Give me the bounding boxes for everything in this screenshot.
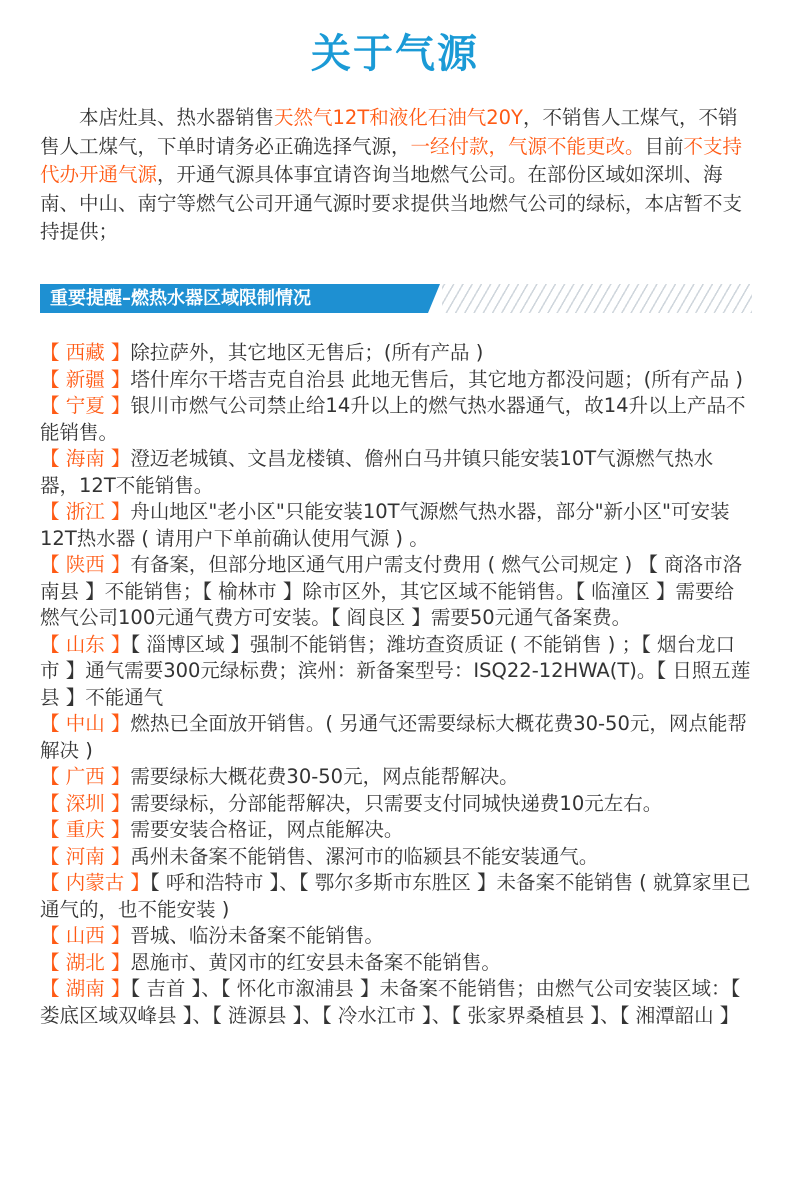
- region-tag: 【 广西 】: [40, 765, 131, 788]
- region-tag: 【 新疆 】: [40, 367, 131, 391]
- intro-highlight-gas-types: 天然气12T和液化石油气20Y: [274, 106, 523, 129]
- intro-highlight-no-agency: 不支持代办开通气源: [40, 134, 743, 186]
- region-tag: 【 海南 】: [40, 447, 131, 470]
- list-item: [40, 340, 752, 367]
- region-text: 需要安装合格证，网点能解决。: [130, 818, 404, 841]
- region-tag: 【 河南 】: [40, 844, 131, 868]
- list-item: [40, 870, 752, 923]
- region-text: 恩施市、黄冈市的红安县未备案不能销售。: [130, 950, 501, 974]
- list-item: [40, 923, 752, 950]
- region-text: 舟山地区"老小区"只能安装10T气源燃气热水器，部分"新小区"可安装12T热水器 ( 请用户下单前确认使用气源 ) 。: [40, 500, 730, 550]
- region-tag: 【 湖北 】: [40, 950, 131, 974]
- region-tag: 【 深圳 】: [40, 791, 131, 815]
- region-text: 【 淄博区域 】强制不能销售；潍坊查资质证 ( 不能销售 ) ；【 烟台龙口市 】通气需要300元绿标费；滨州：新备案型号：ISQ22-12HWA(T)。【 日照五莲县 】不能通气: [40, 632, 751, 709]
- region-tag: 【 重庆 】: [40, 818, 131, 841]
- region-text: 【 呼和浩特市 】、【 鄂尔多斯市东胜区 】未备案不能销售 ( 就算家里已通气的，也不能安装 ): [40, 871, 751, 921]
- region-text: 【 吉首 】、【 怀化市溆浦县 】未备案不能销售；由燃气公司安装区域：【 娄底区域双峰县 】、【 涟源县 】、【 冷水江市 】、【 张家界桑植县 】、【 湘潭韶山 】: [40, 977, 741, 1027]
- section-banner: [40, 284, 752, 313]
- list-item: [40, 711, 752, 764]
- region-text: 有备案，但部分地区通气用户需支付费用 ( 燃气公司规定 ) 【 商洛市洛南县 】不能销售；【 榆林市 】除市区外，其它区域不能销售。【 临潼区 】需要给燃气公司100元通气费方可安装。【 阎良区 】需要50元通气备案费。: [40, 553, 743, 629]
- list-item: [40, 552, 752, 632]
- banner-label: 重要提醒–燃热水器区域限制情况: [50, 288, 311, 309]
- region-restriction-list: [40, 340, 752, 1029]
- region-text: 晋城、临汾未备案不能销售。: [130, 924, 384, 947]
- list-item: [40, 499, 752, 552]
- region-text: 除拉萨外，其它地区无售后；(所有产品 ): [130, 341, 484, 364]
- region-text: 银川市燃气公司禁止给14升以上的燃气热水器通气，故14升以上产品不能销售。: [40, 394, 746, 444]
- list-item: [40, 393, 752, 446]
- intro-text-4: ，开通气源具体事宜请咨询当地燃气公司。在部份区域如深圳、海南、中山、南宁等燃气公司开通气源时要求提供当地燃气公司的绿标，本店暂不支持提供；: [40, 163, 743, 243]
- list-item: [40, 844, 752, 871]
- region-text: 需要绿标，分部能帮解决，只需要支付同城快递费10元左右。: [130, 791, 663, 815]
- region-text: 塔什库尔干塔吉克自治县 此地无售后，其它地方都没问题；(所有产品 ): [130, 367, 744, 391]
- intro-text-3: 目前: [644, 134, 684, 158]
- region-tag: 【 浙江 】: [40, 500, 131, 523]
- list-item: [40, 446, 752, 499]
- region-text: 燃热已全面放开销售。( 另通气还需要绿标大概花费30-50元，网点能帮解决 ): [40, 712, 747, 762]
- region-tag: 【 宁夏 】: [40, 394, 131, 417]
- list-item: [40, 367, 752, 394]
- region-text: 澄迈老城镇、文昌龙楼镇、儋州白马井镇只能安装10T气源燃气热水器，12T不能销售。: [40, 447, 714, 497]
- banner-stripes-decoration: [442, 284, 752, 313]
- intro-paragraph: [40, 104, 752, 247]
- region-text: 需要绿标大概花费30-50元，网点能帮解决。: [130, 765, 519, 788]
- region-tag: 【 湖南 】: [40, 977, 131, 1000]
- list-item: [40, 950, 752, 977]
- list-item: [40, 764, 752, 791]
- region-tag: 【 陕西 】: [40, 553, 131, 576]
- intro-text-1: 本店灶具、热水器销售: [79, 106, 275, 129]
- region-tag: 【 内蒙古 】: [40, 871, 150, 894]
- intro-highlight-no-change: 一经付款，气源不能更改。: [410, 134, 645, 158]
- region-tag: 【 中山 】: [40, 712, 131, 735]
- list-item: [40, 817, 752, 844]
- intro-text-2: ，不销售人工煤气，不销售人工煤气，下单时请务必正确选择气源，: [40, 106, 738, 158]
- list-item: [40, 632, 752, 712]
- page-title: 关于气源: [311, 31, 479, 77]
- list-item: [40, 976, 752, 1029]
- region-tag: 【 西藏 】: [40, 341, 131, 364]
- list-item: [40, 791, 752, 818]
- region-text: 禹州未备案不能销售、漯河市的临颍县不能安装通气。: [130, 844, 599, 868]
- region-tag: 【 山西 】: [40, 924, 131, 947]
- region-tag: 【 山东 】: [40, 632, 131, 656]
